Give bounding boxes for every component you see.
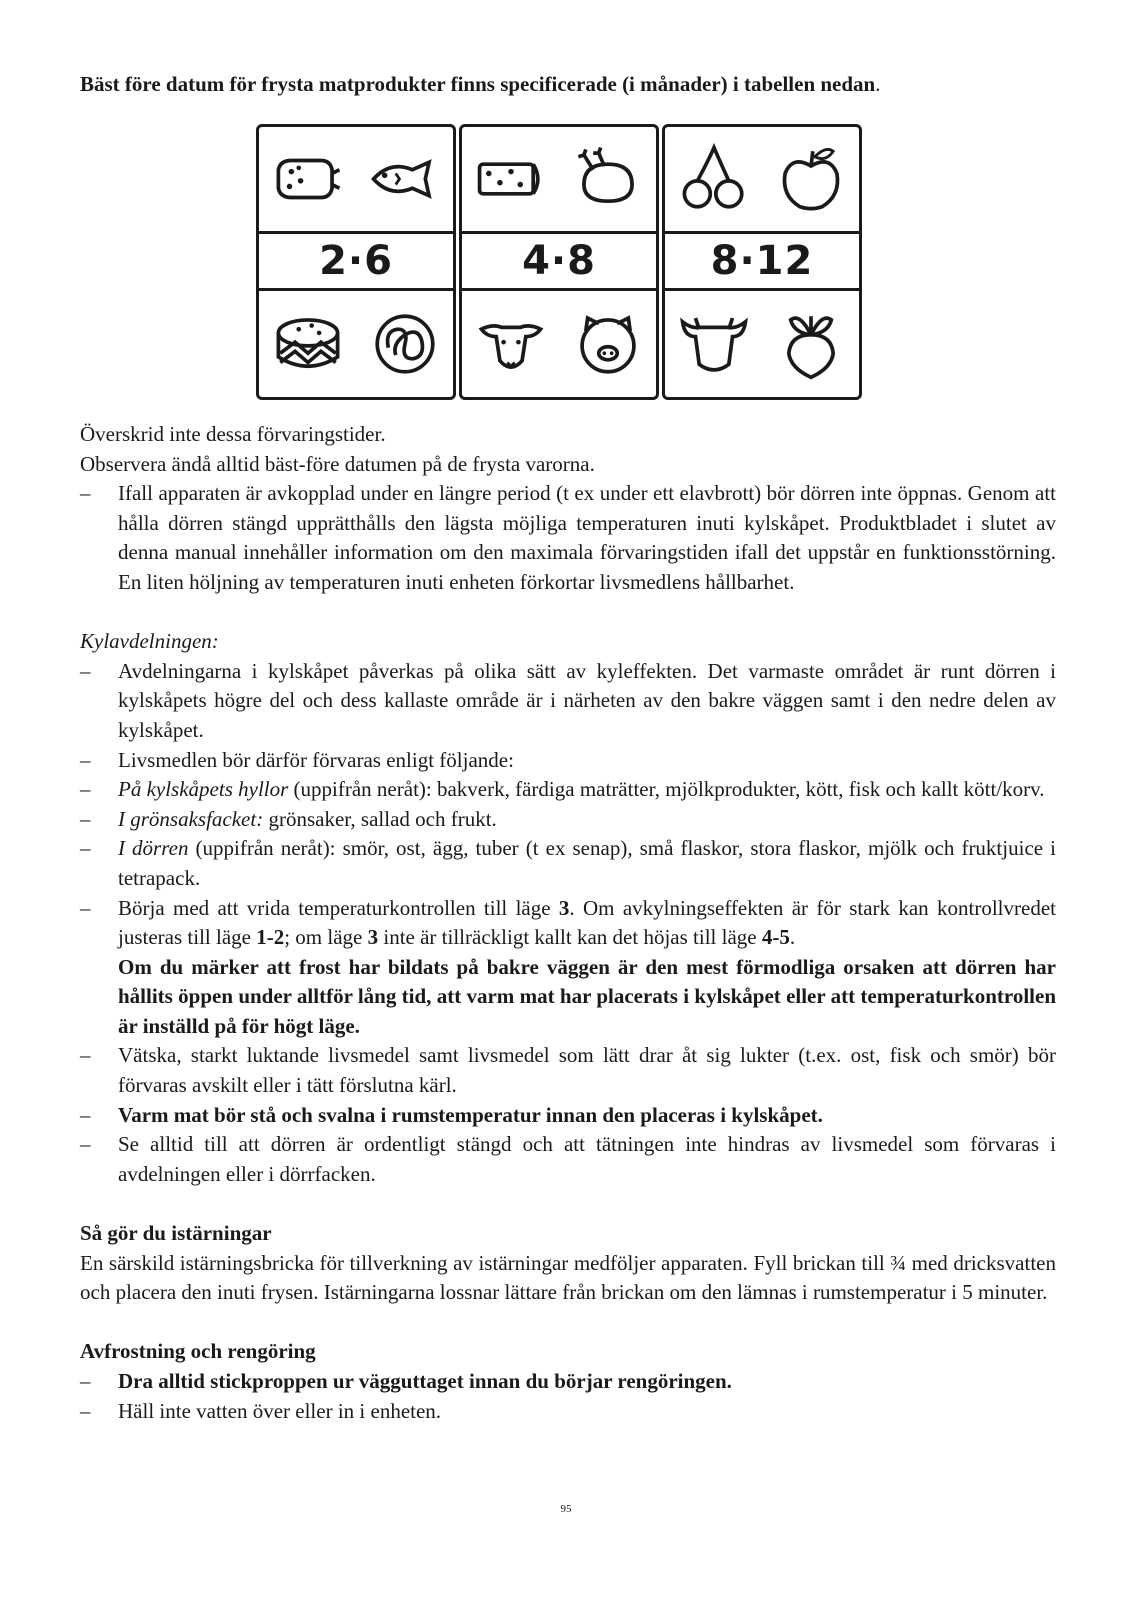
sausage-icon	[271, 142, 345, 216]
cow-icon	[677, 307, 751, 381]
list-item: – Livsmedlen bör därför förvaras enligt följande:	[80, 747, 514, 772]
cake-icon	[271, 307, 345, 381]
page-number: 95	[560, 1503, 572, 1515]
paragraph: En särskild istärningsbricka för tillverkning av istärningar medföljer apparaten. Fyll brickan till ¾ med dricksvatten och placera den inuti frysen. Istärningarna lossnar lättare från brickan om den lämnas i rumstemperatur i 5 minuter.	[80, 1250, 1056, 1305]
cherries-icon	[677, 142, 751, 216]
list-item: – Se alltid till att dörren är ordentligt stängd och att tätningen inte hindras av livsmedel som förvaras i avdelningen eller i dörrfacken.	[80, 1132, 1056, 1186]
fish-icon	[368, 142, 442, 216]
section-heading: Så gör du istärningar	[80, 1221, 272, 1246]
list-item: – Varm mat bör stå och svalna i rumstemperatur innan den placeras i kylskåpet.	[80, 1102, 823, 1127]
months-range: 2·6	[319, 238, 393, 284]
list-item: – Dra alltid stickproppen ur vägguttaget innan du börjar rengöringen.	[80, 1369, 732, 1393]
section-heading: Kylavdelningen:	[80, 629, 219, 654]
months-range: 4·8	[522, 238, 596, 284]
section-heading: Avfrostning och rengöring	[80, 1339, 316, 1364]
list-item: – I dörren (uppifrån neråt): smör, ost, ägg, tuber (t ex senap), små flaskor, stora flaskor, mjölk och fruktjuice i tetrapack.	[80, 836, 1056, 890]
salami-icon	[474, 142, 548, 216]
list-item: – I grönsaksfacket: grönsaker, sallad och frukt.	[80, 806, 497, 831]
list-item: – På kylskåpets hyllor (uppifrån neråt): bakverk, färdiga maträtter, mjölkprodukter, kött, fisk och kallt kött/korv.	[80, 777, 1045, 802]
list-item: – Häll inte vatten över eller in i enheten.	[80, 1398, 442, 1423]
lamb-icon	[474, 307, 548, 381]
storage-column-3	[662, 124, 862, 400]
paragraph: Överskrid inte dessa förvaringstider.	[80, 422, 386, 446]
storage-column-1	[256, 124, 456, 400]
intro-text: Bäst före datum för frysta matprodukter finns specificerade (i månader) i tabellen nedan.	[80, 72, 881, 96]
pretzel-icon	[368, 307, 442, 381]
main-text	[80, 420, 1056, 1426]
list-item: – Börja med att vrida temperaturkontrollen till läge 3. Om avkylningseffekten är för stark kan kontrollvredet justeras till läge 1-2; om läge 3 inte är tillräckligt kallt kan det höjas till läge 4-5. Om du märker att frost har bildats på bakre väggen är den mest förmodliga orsaken att dörren har hållits öppen under alltför lång tid, att varm mat har placerats i kylskåpet eller att temperaturkontrollen är inställd på för högt läge.	[80, 895, 1056, 1038]
apple-icon	[774, 142, 848, 216]
paragraph: Observera ändå alltid bäst-före datumen på de frysta varorna.	[80, 451, 595, 476]
storage-time-table	[256, 124, 866, 400]
page-body	[80, 70, 1056, 100]
storage-column-2	[459, 124, 659, 400]
list-item: – Ifall apparaten är avkopplad under en längre period (t ex under ett elavbrott) bör dörren inte öppnas. Genom att hålla dörren stängd upprätthålls den lägsta möjliga temperaturen inuti kylskåpet. Produktbladet i slutet av denna manual innehåller information om den maximala förvaringstiden ifall det uppstår en funktionsstörning. En liten höljning av temperaturen inuti enheten förkortar livsmedlens hållbarhet.	[80, 481, 1056, 594]
pig-icon	[571, 307, 645, 381]
beet-icon	[774, 307, 848, 381]
chicken-icon	[571, 142, 645, 216]
months-range: 8·12	[710, 238, 814, 284]
list-item: – Vätska, starkt luktande livsmedel samt livsmedel som lätt drar åt sig lukter (t.ex. ost, fisk och smör) bör förvaras avskilt eller i tätt förslutna kärl.	[80, 1043, 1056, 1098]
list-item: – Avdelningarna i kylskåpet påverkas på olika sätt av kyleffekten. Det varmaste området är runt dörren i kylskåpets högre del och dess kallaste område är i närheten av den bakre väggen samt i den nedre delen av kylskåpet.	[80, 658, 1056, 742]
